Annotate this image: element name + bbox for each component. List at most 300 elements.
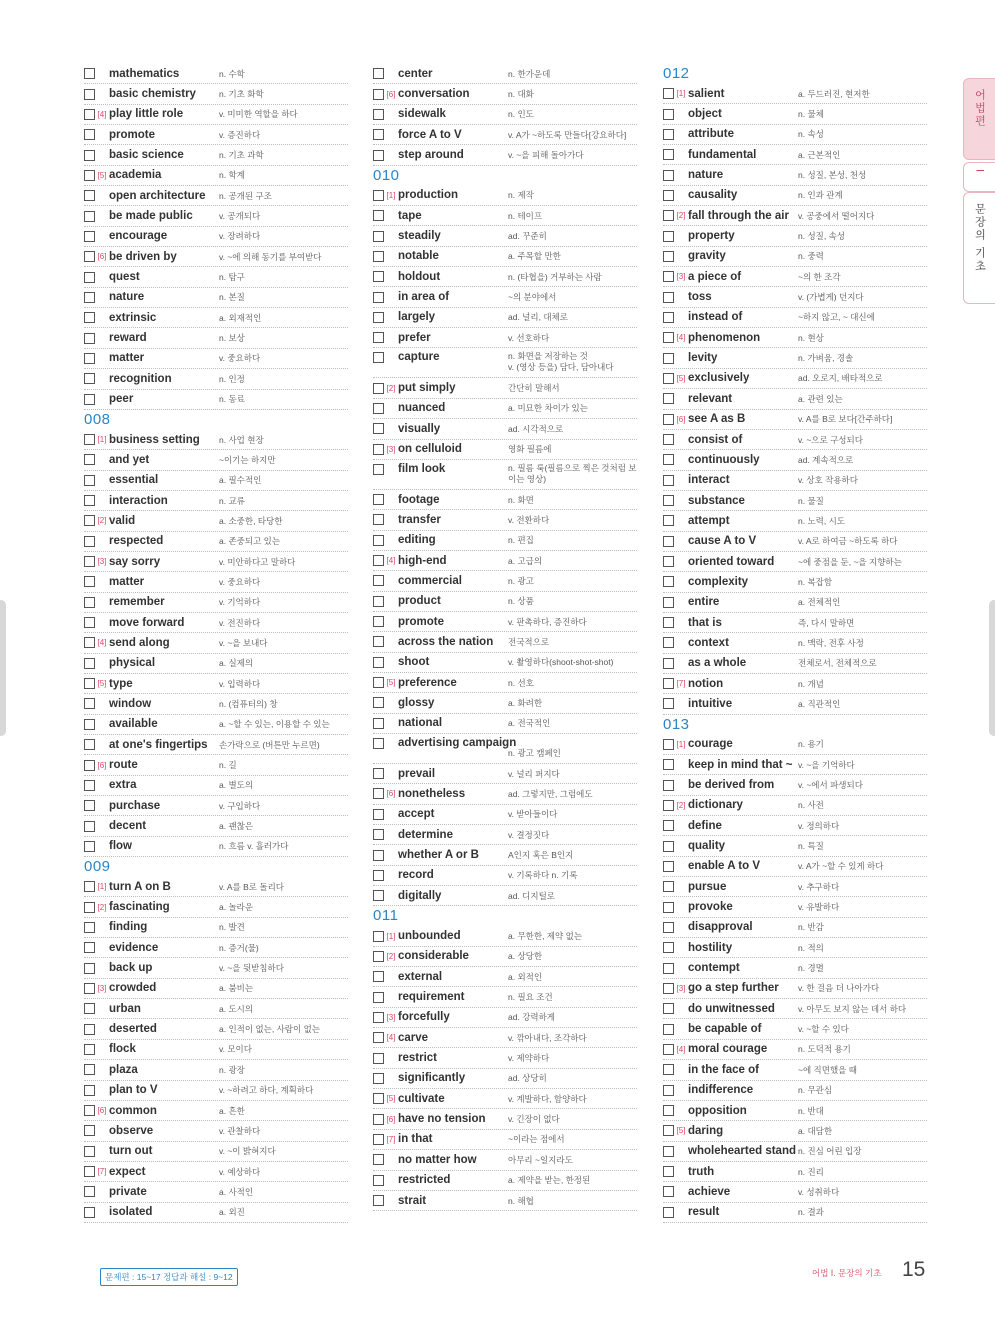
vocab-word: remember <box>109 596 165 609</box>
vocab-checkbox[interactable] <box>373 1073 384 1084</box>
vocab-word: high-end <box>398 554 447 567</box>
vocab-meaning: n. 기초 화학 <box>219 89 264 100</box>
vocab-word: decent <box>109 820 147 833</box>
vocab-checkbox[interactable] <box>663 800 674 811</box>
vocab-row <box>373 1171 637 1191</box>
vocab-checkbox[interactable] <box>84 800 95 811</box>
vocab-checkbox[interactable] <box>373 971 384 982</box>
vocab-row <box>373 531 637 551</box>
vocab-checkbox[interactable] <box>663 393 674 404</box>
vocab-checkbox[interactable] <box>373 109 384 120</box>
vocab-word: have no tension <box>398 1113 486 1126</box>
vocab-checkbox[interactable] <box>373 809 384 820</box>
vocab-word: a piece of <box>688 270 742 283</box>
vocab-checkbox[interactable] <box>84 739 95 750</box>
vocab-checkbox[interactable] <box>84 495 95 506</box>
vocab-checkbox[interactable] <box>373 1093 384 1104</box>
vocab-meaning: a. 대담한 <box>798 1125 833 1136</box>
vocab-meaning: v. ~하려고 하다, 계획하다 <box>219 1085 314 1096</box>
vocab-checkbox[interactable] <box>84 68 95 79</box>
vocab-row <box>663 1019 927 1039</box>
vocab-checkbox[interactable] <box>373 890 384 901</box>
vocab-row <box>663 897 927 917</box>
vocab-checkbox[interactable] <box>663 434 674 445</box>
vocab-checkbox[interactable] <box>84 841 95 852</box>
vocab-checkbox[interactable] <box>84 637 95 648</box>
vocab-meaning: v. 성취하다 <box>798 1186 840 1197</box>
vocab-checkbox[interactable] <box>84 454 95 465</box>
vocab-checkbox[interactable] <box>663 739 674 750</box>
vocab-meaning: v. 모이다 <box>219 1044 252 1055</box>
vocab-checkbox[interactable] <box>84 1003 95 1014</box>
vocab-checkbox[interactable] <box>84 353 95 364</box>
vocab-checkbox[interactable] <box>84 1166 95 1177</box>
vocab-meaning: ad. 강력하게 <box>508 1012 556 1023</box>
vocab-row <box>373 693 637 713</box>
vocab-word: finding <box>109 921 148 934</box>
vocab-checkbox[interactable] <box>373 616 384 627</box>
vocab-checkbox[interactable] <box>373 514 384 525</box>
vocab-checkbox[interactable] <box>373 657 384 668</box>
side-tab-chapter-number[interactable] <box>963 162 995 192</box>
vocab-checkbox[interactable] <box>373 768 384 779</box>
vocab-checkbox[interactable] <box>663 1044 674 1055</box>
vocab-checkbox[interactable] <box>663 1003 674 1014</box>
vocab-row <box>84 918 348 938</box>
vocab-checkbox[interactable] <box>373 1114 384 1125</box>
vocab-row <box>84 1121 348 1141</box>
vocab-checkbox[interactable] <box>663 231 674 242</box>
vocab-checkbox[interactable] <box>663 88 674 99</box>
vocab-checkbox[interactable] <box>84 1207 95 1218</box>
vocab-row <box>373 348 637 378</box>
vocab-checkbox[interactable] <box>373 575 384 586</box>
vocab-row <box>84 837 348 857</box>
vocab-row <box>663 775 927 795</box>
vocab-checkbox[interactable] <box>84 678 95 689</box>
sentence-index: [4] <box>97 109 107 119</box>
vocab-word: keep in mind that ~ <box>688 758 793 771</box>
vocab-checkbox[interactable] <box>84 292 95 303</box>
vocab-checkbox[interactable] <box>663 678 674 689</box>
vocab-checkbox[interactable] <box>663 556 674 567</box>
vocab-checkbox[interactable] <box>663 841 674 852</box>
vocab-checkbox[interactable] <box>373 190 384 201</box>
vocab-meaning: n. 경멸 <box>798 963 824 974</box>
vocab-meaning: a. 외재적인 <box>219 312 262 323</box>
sentence-index: [6] <box>97 1106 107 1116</box>
vocab-checkbox[interactable] <box>84 983 95 994</box>
vocab-checkbox[interactable] <box>663 1166 674 1177</box>
vocab-checkbox[interactable] <box>84 1105 95 1116</box>
vocab-row <box>373 1191 637 1211</box>
vocab-word: observe <box>109 1124 154 1137</box>
vocab-meaning: n. 맥락, 전후 사정 <box>798 637 864 648</box>
sentence-index: [7] <box>386 1134 396 1144</box>
vocab-checkbox[interactable] <box>663 1085 674 1096</box>
vocab-checkbox[interactable] <box>663 698 674 709</box>
vocab-row <box>663 165 927 185</box>
vocab-row <box>663 1121 927 1141</box>
vocab-checkbox[interactable] <box>84 150 95 161</box>
vocab-checkbox[interactable] <box>663 759 674 770</box>
vocab-checkbox[interactable] <box>84 251 95 262</box>
vocab-row <box>84 1182 348 1202</box>
vocab-checkbox[interactable] <box>663 353 674 364</box>
page-turn-right-handle[interactable] <box>989 600 995 736</box>
vocab-meaning: a. 인적이 없는, 사람이 없는 <box>219 1024 321 1035</box>
vocab-row <box>663 206 927 226</box>
vocab-row <box>373 1150 637 1170</box>
vocab-meaning: ~에 중점을 둔, ~을 지향하는 <box>798 556 902 567</box>
vocab-checkbox[interactable] <box>663 515 674 526</box>
vocab-checkbox[interactable] <box>373 951 384 962</box>
vocab-row <box>84 166 348 186</box>
vocab-checkbox[interactable] <box>663 454 674 465</box>
vocab-word: opposition <box>688 1104 747 1117</box>
vocab-checkbox[interactable] <box>84 333 95 344</box>
vocab-checkbox[interactable] <box>84 109 95 120</box>
sentence-index: [7] <box>676 679 686 689</box>
vocab-checkbox[interactable] <box>373 1195 384 1206</box>
vocab-checkbox[interactable] <box>84 821 95 832</box>
vocab-checkbox[interactable] <box>663 1064 674 1075</box>
vocab-meaning: a. 화려한 <box>508 697 543 708</box>
vocab-checkbox[interactable] <box>663 312 674 323</box>
vocab-checkbox[interactable] <box>373 992 384 1003</box>
vocab-checkbox[interactable] <box>663 597 674 608</box>
vocab-checkbox[interactable] <box>663 983 674 994</box>
vocab-checkbox[interactable] <box>663 495 674 506</box>
vocab-row <box>373 105 637 125</box>
vocab-checkbox[interactable] <box>663 1105 674 1116</box>
vocab-meaning: v. (가볍게) 던지다 <box>798 292 864 303</box>
section-number: 012 <box>663 65 690 82</box>
vocab-meaning: n. 동료 <box>219 394 245 405</box>
vocab-checkbox[interactable] <box>373 271 384 282</box>
vocab-meaning: v. ~에 의해 동기를 부여받다 <box>219 251 322 262</box>
vocab-row <box>663 938 927 958</box>
vocab-meaning: n. 교류 <box>219 495 245 506</box>
vocab-checkbox[interactable] <box>84 1064 95 1075</box>
vocab-row <box>373 784 637 804</box>
vocab-meaning: n. 인도 <box>508 109 534 120</box>
vocab-word: private <box>109 1185 147 1198</box>
vocab-word: significantly <box>398 1072 466 1085</box>
vocab-meaning: a. 근본적인 <box>798 149 841 160</box>
vocab-checkbox[interactable] <box>663 1186 674 1197</box>
vocab-checkbox[interactable] <box>373 251 384 262</box>
vocab-word: attribute <box>688 128 734 141</box>
vocab-checkbox[interactable] <box>663 129 674 140</box>
vocab-word: be derived from <box>688 779 775 792</box>
vocab-checkbox[interactable] <box>84 760 95 771</box>
sentence-index: [3] <box>676 983 686 993</box>
vocab-row <box>373 1069 637 1089</box>
vocab-word: contempt <box>688 962 740 975</box>
vocab-row <box>84 308 348 328</box>
vocab-row <box>373 1028 637 1048</box>
vocab-checkbox[interactable] <box>663 637 674 648</box>
vocab-meaning: n. 인과 관계 <box>798 190 843 201</box>
vocab-checkbox[interactable] <box>84 312 95 323</box>
vocab-checkbox[interactable] <box>373 352 384 363</box>
vocab-checkbox[interactable] <box>84 373 95 384</box>
vocab-checkbox[interactable] <box>663 149 674 160</box>
vocab-word: national <box>398 717 443 730</box>
vocab-checkbox[interactable] <box>84 942 95 953</box>
vocab-checkbox[interactable] <box>663 1146 674 1157</box>
vocab-checkbox[interactable] <box>663 963 674 974</box>
vocab-checkbox[interactable] <box>84 617 95 628</box>
vocab-word: at one's fingertips <box>109 738 208 751</box>
vocab-checkbox[interactable] <box>84 434 95 445</box>
vocab-meaning: ad. 계속적으로 <box>798 454 854 465</box>
vocab-checkbox[interactable] <box>663 190 674 201</box>
vocab-meaning: v. ~을 기억하다 <box>798 759 855 770</box>
vocab-meaning: ad. 널리, 대체로 <box>508 312 568 323</box>
vocab-row <box>663 84 927 104</box>
vocab-checkbox[interactable] <box>663 271 674 282</box>
vocab-checkbox[interactable] <box>373 870 384 881</box>
vocab-meaning: v. ~이 밝혀지다 <box>219 1146 276 1157</box>
vocab-meaning: A인지 혹은 B인지 <box>508 850 574 861</box>
vocab-word: as a whole <box>688 657 747 670</box>
vocab-checkbox[interactable] <box>84 190 95 201</box>
vocab-meaning: v. 아무도 보지 않는 데서 하다 <box>798 1003 907 1014</box>
vocab-checkbox[interactable] <box>84 780 95 791</box>
vocab-checkbox[interactable] <box>84 1125 95 1136</box>
vocab-row <box>373 653 637 673</box>
vocab-checkbox[interactable] <box>663 536 674 547</box>
vocab-checkbox[interactable] <box>373 697 384 708</box>
vocab-meaning: n. 적의 <box>798 942 824 953</box>
side-tab-sentence-basics[interactable] <box>963 192 995 304</box>
vocab-checkbox[interactable] <box>663 780 674 791</box>
vocab-row <box>663 1203 927 1223</box>
vocab-checkbox[interactable] <box>373 464 384 475</box>
vocab-checkbox[interactable] <box>373 931 384 942</box>
vocab-row <box>663 491 927 511</box>
vocab-checkbox[interactable] <box>663 881 674 892</box>
vocab-checkbox[interactable] <box>663 251 674 262</box>
vocab-checkbox[interactable] <box>373 535 384 546</box>
vocab-checkbox[interactable] <box>373 68 384 79</box>
vocab-checkbox[interactable] <box>373 89 384 100</box>
vocab-checkbox[interactable] <box>373 1175 384 1186</box>
vocab-word: restricted <box>398 1174 451 1187</box>
vocab-checkbox[interactable] <box>663 820 674 831</box>
vocab-row <box>663 369 927 389</box>
vocab-checkbox[interactable] <box>84 902 95 913</box>
vocab-checkbox[interactable] <box>373 555 384 566</box>
vocab-checkbox[interactable] <box>373 403 384 414</box>
vocab-meaning: v. 공개되다 <box>219 211 261 222</box>
vocab-checkbox[interactable] <box>663 922 674 933</box>
vocab-word: moral courage <box>688 1043 768 1056</box>
vocab-word: promote <box>109 128 155 141</box>
vocab-word: wholehearted stand <box>688 1145 796 1158</box>
vocab-checkbox[interactable] <box>373 718 384 729</box>
vocab-checkbox[interactable] <box>84 698 95 709</box>
vocab-meaning: a. 흔한 <box>219 1105 245 1116</box>
vocab-checkbox[interactable] <box>84 556 95 567</box>
vocab-checkbox[interactable] <box>84 963 95 974</box>
vocab-checkbox[interactable] <box>373 312 384 323</box>
vocab-checkbox[interactable] <box>373 494 384 505</box>
vocab-meaning: n. 탐구 <box>219 272 245 283</box>
vocab-checkbox[interactable] <box>84 658 95 669</box>
vocab-checkbox[interactable] <box>373 1032 384 1043</box>
vocab-word: no matter how <box>398 1153 477 1166</box>
vocab-checkbox[interactable] <box>373 231 384 242</box>
vocab-word: fascinating <box>109 901 170 914</box>
vocab-meaning: n. 사업 현장 <box>219 434 264 445</box>
vocab-checkbox[interactable] <box>84 475 95 486</box>
vocab-row <box>663 1060 927 1080</box>
vocab-checkbox[interactable] <box>84 536 95 547</box>
vocab-row <box>84 227 348 247</box>
vocab-checkbox[interactable] <box>373 829 384 840</box>
vocab-checkbox[interactable] <box>84 394 95 405</box>
vocab-checkbox[interactable] <box>84 1024 95 1035</box>
sentence-index: [2] <box>386 951 396 961</box>
vocab-word: on celluloid <box>398 443 462 456</box>
vocab-word: complexity <box>688 575 749 588</box>
vocab-checkbox[interactable] <box>84 881 95 892</box>
vocab-meaning: v. 널리 퍼지다 <box>508 768 560 779</box>
vocab-column-1 <box>84 64 348 1223</box>
vocab-checkbox[interactable] <box>84 576 95 587</box>
vocab-checkbox[interactable] <box>84 129 95 140</box>
vocab-checkbox[interactable] <box>663 1207 674 1218</box>
vocab-checkbox[interactable] <box>373 1134 384 1145</box>
vocab-checkbox[interactable] <box>663 1125 674 1136</box>
vocab-word: footage <box>398 493 440 506</box>
vocab-checkbox[interactable] <box>373 677 384 688</box>
vocab-checkbox[interactable] <box>663 1024 674 1035</box>
vocab-checkbox[interactable] <box>84 719 95 730</box>
vocab-checkbox[interactable] <box>373 1012 384 1023</box>
vocab-meaning: ~이라는 점에서 <box>508 1134 565 1145</box>
vocab-meaning: a. 외진 <box>219 1207 245 1218</box>
vocab-checkbox[interactable] <box>84 922 95 933</box>
vocab-row <box>84 877 348 897</box>
vocab-checkbox[interactable] <box>373 636 384 647</box>
vocab-checkbox[interactable] <box>663 576 674 587</box>
page-turn-left-handle[interactable] <box>0 600 6 736</box>
vocab-checkbox[interactable] <box>663 942 674 953</box>
vocab-meaning: v. ~으로 구성되다 <box>798 434 863 445</box>
vocab-checkbox[interactable] <box>373 788 384 799</box>
vocab-checkbox[interactable] <box>663 292 674 303</box>
vocab-checkbox[interactable] <box>373 332 384 343</box>
vocab-row <box>84 247 348 267</box>
vocab-checkbox[interactable] <box>84 1186 95 1197</box>
vocab-checkbox[interactable] <box>373 150 384 161</box>
vocab-checkbox[interactable] <box>84 211 95 222</box>
vocab-checkbox[interactable] <box>84 515 95 526</box>
vocab-checkbox[interactable] <box>373 423 384 434</box>
vocab-checkbox[interactable] <box>84 231 95 242</box>
vocab-checkbox[interactable] <box>373 1154 384 1165</box>
vocab-checkbox[interactable] <box>373 292 384 303</box>
vocab-row <box>84 369 348 389</box>
vocab-word: plaza <box>109 1063 138 1076</box>
vocab-meaning: n. 노력, 시도 <box>798 515 846 526</box>
vocab-row <box>373 419 637 439</box>
reference-box: 문제편 : 15~17 정답과 해설 : 9~12 <box>100 1268 238 1286</box>
vocab-word: phenomenon <box>688 331 761 344</box>
vocab-checkbox[interactable] <box>663 109 674 120</box>
vocab-meaning: a. 제약을 받는, 한정된 <box>508 1175 591 1186</box>
vocab-row <box>84 511 348 531</box>
vocab-meaning: a. 괜찮은 <box>219 821 254 832</box>
vocab-checkbox[interactable] <box>84 272 95 283</box>
vocab-word: glossy <box>398 696 435 709</box>
vocab-word: back up <box>109 962 153 975</box>
vocab-row <box>373 673 637 693</box>
vocab-word: external <box>398 970 443 983</box>
vocab-checkbox[interactable] <box>663 373 674 384</box>
vocab-meaning: n. 한가운데 <box>508 68 551 79</box>
vocab-checkbox[interactable] <box>373 596 384 607</box>
vocab-checkbox[interactable] <box>663 170 674 181</box>
vocab-checkbox[interactable] <box>373 444 384 455</box>
sentence-index: [3] <box>97 983 107 993</box>
vocab-checkbox[interactable] <box>663 475 674 486</box>
vocab-checkbox[interactable] <box>84 1044 95 1055</box>
sentence-index: [6] <box>386 89 396 99</box>
vocab-checkbox[interactable] <box>373 1053 384 1064</box>
side-tab-grammar[interactable] <box>963 78 995 160</box>
vocab-checkbox[interactable] <box>663 861 674 872</box>
vocab-checkbox[interactable] <box>84 89 95 100</box>
vocab-word: matter <box>109 575 145 588</box>
vocab-word: visually <box>398 422 441 435</box>
vocab-checkbox[interactable] <box>663 414 674 425</box>
vocab-checkbox[interactable] <box>663 658 674 669</box>
vocab-checkbox[interactable] <box>373 383 384 394</box>
vocab-checkbox[interactable] <box>663 617 674 628</box>
vocab-word: plan to V <box>109 1084 158 1097</box>
vocab-row <box>373 328 637 348</box>
vocab-checkbox[interactable] <box>373 850 384 861</box>
vocab-row <box>373 1008 637 1028</box>
vocab-checkbox[interactable] <box>84 1146 95 1157</box>
vocab-word: interaction <box>109 494 168 507</box>
vocab-checkbox[interactable] <box>663 902 674 913</box>
vocab-checkbox[interactable] <box>84 170 95 181</box>
vocab-word: capture <box>398 351 440 364</box>
vocab-row <box>663 1182 927 1202</box>
sentence-index: [5] <box>676 1126 686 1136</box>
vocab-checkbox[interactable] <box>373 210 384 221</box>
vocab-row <box>373 845 637 865</box>
vocab-checkbox[interactable] <box>373 129 384 140</box>
vocab-row <box>663 694 927 714</box>
vocab-meaning: v. 판촉하다, 증진하다 <box>508 616 587 627</box>
vocab-checkbox[interactable] <box>373 738 384 749</box>
vocab-meaning: n. 테이프 <box>508 210 543 221</box>
vocab-meaning: n. 개념 <box>798 678 824 689</box>
vocab-checkbox[interactable] <box>84 1085 95 1096</box>
sentence-index: [6] <box>386 789 396 799</box>
vocab-checkbox[interactable] <box>663 210 674 221</box>
vocab-meaning: v. 중요하다 <box>219 353 261 364</box>
vocab-checkbox[interactable] <box>663 332 674 343</box>
vocab-checkbox[interactable] <box>84 597 95 608</box>
